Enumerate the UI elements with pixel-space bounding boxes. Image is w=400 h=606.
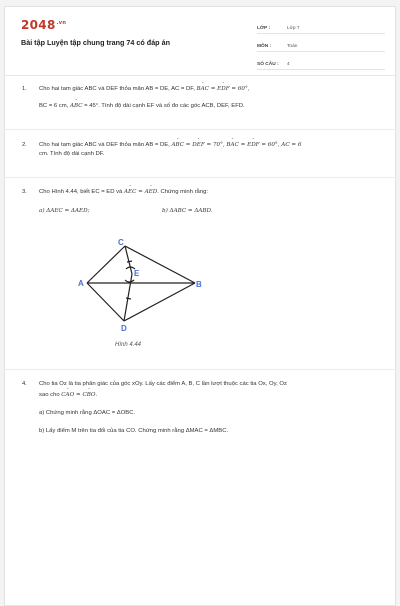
meta-key: LỚP : <box>257 26 271 31</box>
figure-caption: Hình 4.44 <box>115 342 142 348</box>
question-number: 1. <box>22 86 27 92</box>
meta-value: Lớp 7 <box>287 26 300 31</box>
document-header <box>5 7 397 73</box>
question-number: 2. <box>22 142 27 148</box>
figure-label-b: B <box>196 280 202 289</box>
question-body <box>39 141 379 167</box>
meta-row-subject <box>257 38 385 52</box>
question-separator <box>5 129 397 130</box>
part-a: a) ΔAEC = ΔAED; <box>39 208 90 214</box>
figure-label-c: C <box>118 238 124 247</box>
question-number: 4. <box>22 381 27 387</box>
geometry-figure <box>75 236 215 356</box>
figure-label-a: A <box>78 279 84 288</box>
question-number: 3. <box>22 189 27 195</box>
question-line: BC = 6 cm, ˆ ABC = 45°. Tính độ dài cạnh EF và số đo các góc ACB, DEF, EFD. <box>39 102 379 111</box>
header-divider <box>5 75 397 76</box>
question-line: cm. Tính độ dài cạnh DF. <box>39 151 105 157</box>
segment-ce <box>125 246 132 274</box>
meta-row-count <box>257 56 385 70</box>
segment-ac <box>87 246 125 283</box>
segment-ad <box>87 283 124 321</box>
question-line: Cho hai tam giác ABC và DEF thỏa mãn AB = DE, ˆ ABC = ˆ DEF = 70°, ˆ BAC = ˆ EDF = 60°, AC = 6 <box>39 141 379 150</box>
segment-ed <box>124 274 132 321</box>
segment-bd <box>124 283 195 321</box>
meta-row-class <box>257 20 385 34</box>
question-line: Cho hai tam giác ABC và DEF thỏa mãn AB = DE, AC = DF, ˆ BAC = ˆ EDF = 60°, <box>39 85 379 94</box>
question-line: sao cho ˆ CAO = ˆ CBO. <box>39 391 379 400</box>
angle-arc-aed <box>125 280 134 282</box>
question-separator <box>5 369 397 370</box>
question-separator <box>5 177 397 178</box>
tick-ed <box>126 298 131 299</box>
meta-value: Toán <box>287 44 298 49</box>
question-body <box>39 188 379 216</box>
tick-ce <box>127 261 132 262</box>
figure-label-d: D <box>121 324 127 333</box>
part-b: b) Lấy điểm M trên tia đối của tia CO. Chứng minh rằng ΔMAC = ΔMBC. <box>39 428 229 434</box>
part-b: b) ΔABC = ΔABD. <box>162 208 213 214</box>
question-body <box>39 85 379 119</box>
site-logo[interactable]: $2048^{.vn}$ <box>21 18 67 32</box>
document-title: Bài tập Luyện tập chung trang 74 có đáp án <box>21 38 170 47</box>
meta-value: 4 <box>287 62 290 67</box>
question-body <box>39 380 379 444</box>
question-line: Cho tia Oz là tia phân giác của góc xOy. Lấy các điểm A, B, C lần lượt thuộc các tia Ox, Oy, Oz <box>39 381 287 387</box>
document-page <box>4 6 396 606</box>
meta-info <box>257 20 385 74</box>
part-a: a) Chứng minh rằng ΔOAC = ΔOBC. <box>39 410 136 416</box>
question-parts <box>39 207 379 216</box>
meta-key: SỐ CÂU : <box>257 62 279 67</box>
question-line: Cho Hình 4.44, biết EC = ED và ˆ AEC = ˆ AED. Chứng minh rằng: <box>39 188 379 197</box>
figure-label-e: E <box>134 269 140 278</box>
meta-key: MÔN : <box>257 44 272 49</box>
